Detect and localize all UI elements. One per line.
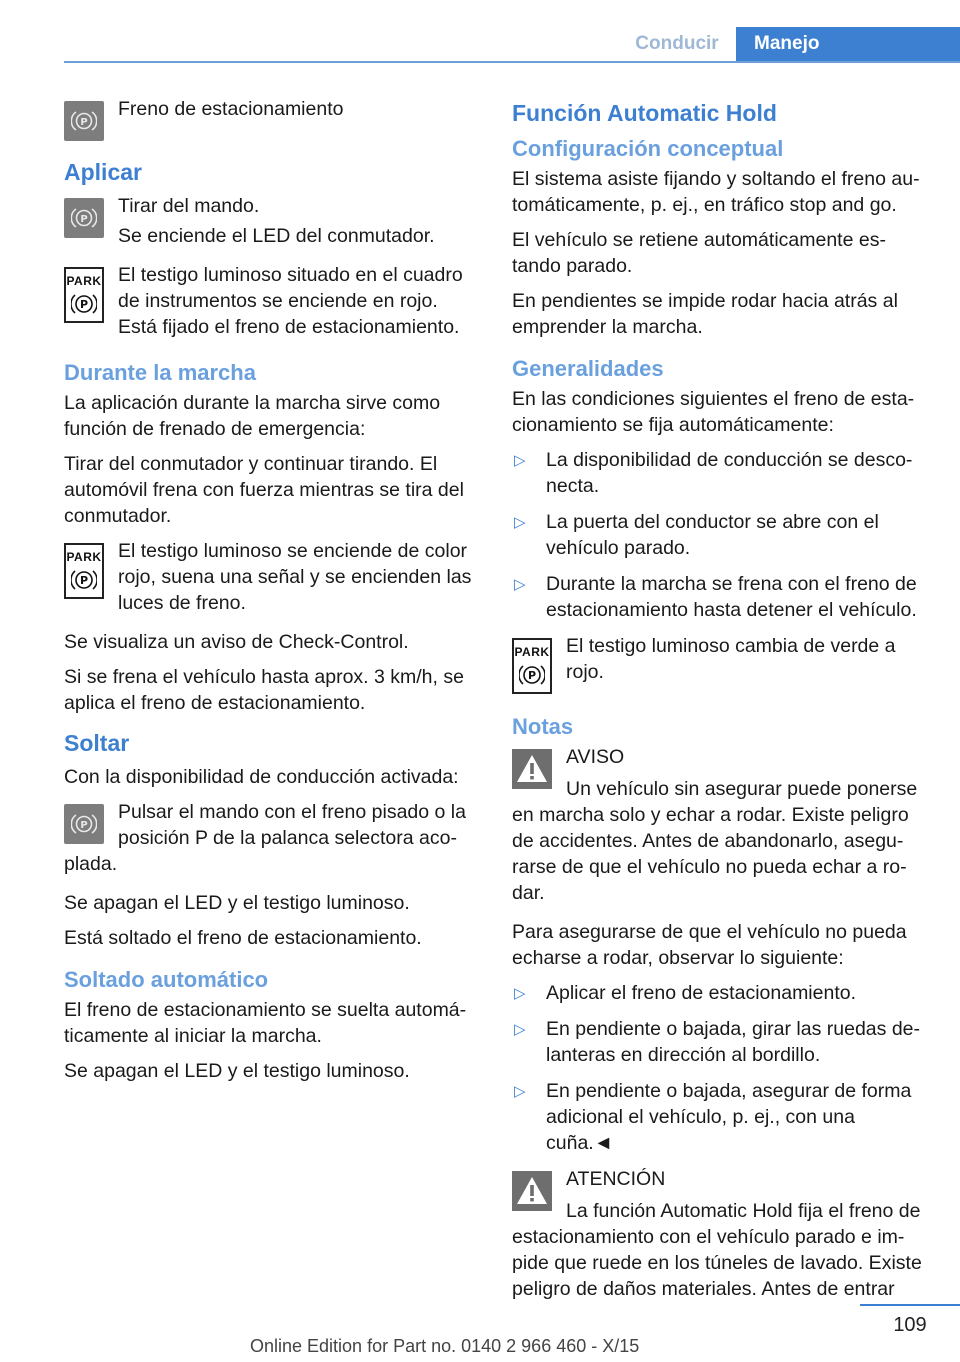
heading-soltado-automatico: Soltado automático <box>64 967 269 992</box>
soltar-para-3: Se apagan el LED y el testigo luminoso. <box>64 892 410 914</box>
soltar-row <box>64 799 478 881</box>
park-indicator-row-1 <box>64 262 478 344</box>
park-indicator-row-3 <box>512 633 926 698</box>
svg-text:P: P <box>80 214 88 225</box>
aplicar-step-2: Se enciende el LED del conmutador. <box>118 225 435 247</box>
bullet-triangle-icon: ▷ <box>514 576 526 593</box>
atencion-row <box>512 1166 926 1306</box>
heading-notas: Notas <box>512 714 574 739</box>
list-item <box>512 1078 926 1156</box>
park-indicator-text-1: El testigo luminoso situado en el cuadro de instrumentos se enciende en rojo. Está fijado el freno de estacionamiento. <box>118 264 463 338</box>
park-indicator-text-3: El testigo luminoso cambia de verde a rojo. <box>566 635 896 683</box>
list-item <box>512 571 926 623</box>
general-para-1: En las condiciones siguientes el freno de estacionamiento se fija automáticamente: <box>512 388 915 436</box>
list-item-text: La puerta del conductor se abre con el vehículo parado. <box>546 511 879 559</box>
durante-para-1: La aplicación durante la marcha sirve como función de frenado de emergencia: <box>64 392 441 440</box>
heading-durante-la-marcha: Durante la marcha <box>64 360 256 385</box>
park-icon-label: PARK <box>66 274 102 288</box>
durante-para-2: Tirar del conmutador y continuar tirando. El automóvil frena con fuerza mientras se tira del conmutador. <box>64 453 464 527</box>
atencion-title: ATENCIÓN <box>566 1168 666 1190</box>
warning-triangle-icon <box>512 749 552 789</box>
parking-brake-switch-icon <box>64 101 104 141</box>
park-indicator-text-2: El testigo luminoso se enciende de color rojo, suena una señal y se encienden las luces de freno. <box>118 540 472 614</box>
aviso-list <box>512 980 926 1156</box>
soltar-para-2: Pulsar el mando con el freno pisado o la posición P de la palanca selectora acoplada. <box>64 801 466 875</box>
edition-footer: Online Edition for Part no. 0140 2 966 460 - X/15 <box>250 1336 640 1356</box>
bullet-triangle-icon: ▷ <box>514 514 526 531</box>
parking-brake-switch-icon <box>64 198 104 238</box>
parking-brake-caption-row <box>64 96 478 145</box>
atencion-text: La función Automatic Hold fija el freno de estacionamiento con el vehículo parado e impide que ruede en los túneles de lavado. Existe peligro de daños materiales. Antes de entrar <box>512 1200 922 1300</box>
svg-text:P: P <box>80 820 88 831</box>
svg-text:P: P <box>527 669 537 682</box>
header-chapter-tab: Manejo <box>736 27 960 63</box>
aviso-row <box>512 744 926 910</box>
aviso-para-2: Para asegurarse de que el vehículo no pueda echarse a rodar, observar lo siguiente: <box>512 921 907 969</box>
park-indicator-row-2 <box>64 538 478 620</box>
aviso-text: Un vehículo sin asegurar puede ponerse en marcha solo y echar a rodar. Existe peligro de accidentes. Antes de abandonarlo, asegurarse de que el vehículo no pueda echar a rodar. <box>512 778 918 904</box>
list-item <box>512 1016 926 1068</box>
heading-soltar: Soltar <box>64 730 130 756</box>
park-icon-label: PARK <box>514 645 550 659</box>
park-indicator-icon <box>64 543 104 599</box>
list-item-text: La disponibilidad de conducción se desconecta. <box>546 449 913 497</box>
durante-para-3: Se visualiza un aviso de Check-Control. <box>64 631 409 653</box>
list-item <box>512 447 926 499</box>
list-item-text: Aplicar el freno de estacionamiento. <box>546 982 857 1004</box>
general-list <box>512 447 926 623</box>
parking-brake-caption: Freno de estacionamiento <box>118 98 344 120</box>
soltar-para-1: Con la disponibilidad de conducción activada: <box>64 766 459 788</box>
svg-text:P: P <box>79 574 89 587</box>
auto-para-2: Se apagan el LED y el testigo luminoso. <box>64 1060 410 1082</box>
heading-generalidades: Generalidades <box>512 356 664 381</box>
bullet-triangle-icon: ▷ <box>514 985 526 1002</box>
list-item-text: En pendiente o bajada, girar las ruedas delanteras en dirección al bordillo. <box>546 1018 921 1066</box>
aviso-title: AVISO <box>566 746 625 768</box>
list-item-text: Durante la marcha se frena con el freno de estacionamiento hasta detener el vehículo. <box>546 573 917 621</box>
bullet-triangle-icon: ▷ <box>514 1021 526 1038</box>
list-item <box>512 980 926 1006</box>
heading-configuracion: Configuración conceptual <box>512 136 784 161</box>
svg-text:P: P <box>79 298 89 311</box>
right-column <box>512 96 926 1315</box>
auto-para-1: El freno de estacionamiento se suelta automáticamente al iniciar la marcha. <box>64 999 467 1047</box>
park-indicator-icon <box>512 638 552 694</box>
heading-automatic-hold: Función Automatic Hold <box>512 100 777 126</box>
park-indicator-icon <box>64 267 104 323</box>
list-item-text: En pendiente o bajada, asegurar de forma adicional el vehículo, p. ej., con una cuña.◄ <box>546 1080 912 1154</box>
bullet-triangle-icon: ▷ <box>514 452 526 469</box>
svg-text:P: P <box>80 117 88 128</box>
park-icon-label: PARK <box>66 550 102 564</box>
heading-aplicar: Aplicar <box>64 159 142 185</box>
header-section-tab: Conducir <box>635 33 719 54</box>
footer-rule <box>860 1304 960 1306</box>
config-para-1: El sistema asiste fijando y soltando el freno automáticamente, p. ej., en tráfico stop and go. <box>512 168 920 216</box>
bullet-triangle-icon: ▷ <box>514 1083 526 1100</box>
soltar-para-4: Está soltado el freno de estacionamiento. <box>64 927 422 949</box>
durante-para-4: Si se frena el vehículo hasta aprox. 3 km/h, se aplica el freno de estacionamiento. <box>64 666 464 714</box>
parking-brake-switch-icon <box>64 804 104 844</box>
aplicar-step-1: Tirar del mando. <box>118 195 260 217</box>
aplicar-row <box>64 193 478 253</box>
left-column <box>64 96 478 1093</box>
list-item <box>512 509 926 561</box>
config-para-2: El vehículo se retiene automáticamente estando parado. <box>512 229 886 277</box>
config-para-3: En pendientes se impide rodar hacia atrás al emprender la marcha. <box>512 290 898 338</box>
page-number: 109 <box>893 1314 927 1336</box>
warning-triangle-icon <box>512 1171 552 1211</box>
header-rule <box>64 61 960 63</box>
